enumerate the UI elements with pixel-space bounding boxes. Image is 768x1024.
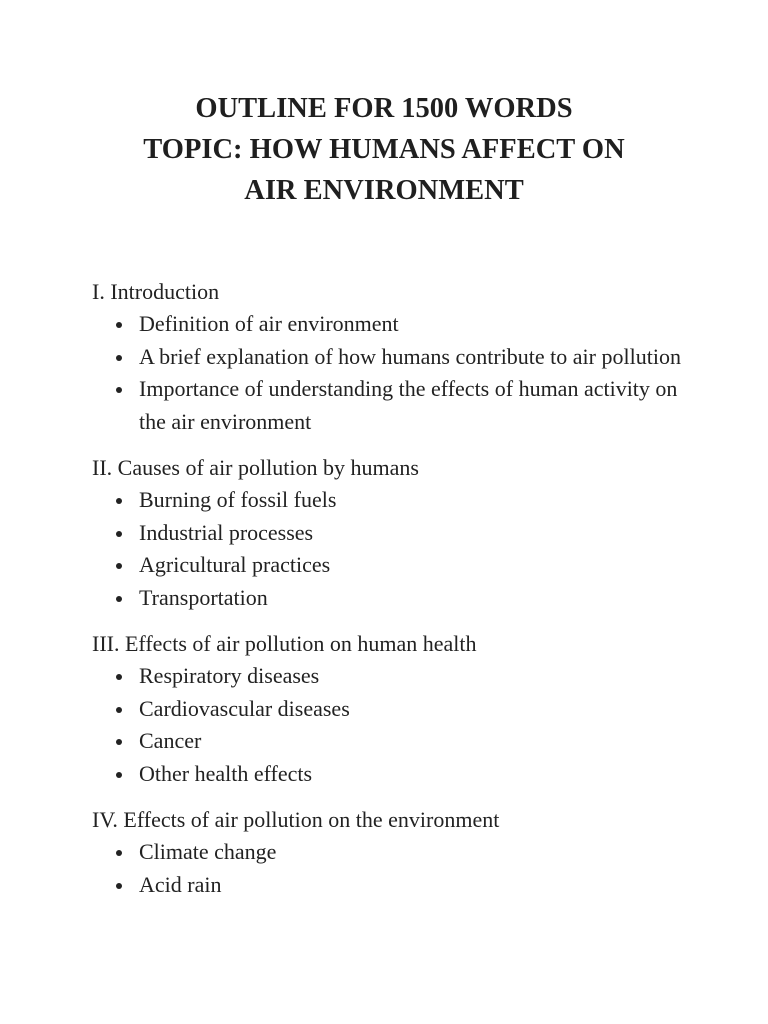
section-heading: IV. Effects of air pollution on the environment xyxy=(92,807,500,832)
list-item-text: Acid rain xyxy=(139,871,222,897)
bullet-list xyxy=(92,836,692,901)
list-item xyxy=(92,582,692,615)
list-item-text: Climate change xyxy=(139,839,277,864)
list-item xyxy=(92,373,692,438)
list-item xyxy=(92,725,692,758)
bullet-icon xyxy=(116,322,122,328)
list-item xyxy=(92,836,692,869)
list-item xyxy=(92,549,692,582)
bullet-icon xyxy=(116,498,122,504)
list-item-text: Industrial processes xyxy=(139,519,314,545)
list-item-text: Transportation xyxy=(139,584,268,610)
list-item-text: Cardiovascular diseases xyxy=(139,695,350,721)
bullet-list xyxy=(92,308,692,438)
list-item xyxy=(92,341,692,374)
section-health-effects xyxy=(92,628,692,790)
section-heading: III. Effects of air pollution on human health xyxy=(92,631,477,656)
list-item-text: Importance of understanding the effects of human activity on the air environment xyxy=(139,376,678,434)
section-causes xyxy=(92,452,692,614)
outline xyxy=(92,276,692,915)
bullet-list xyxy=(92,660,692,790)
bullet-icon xyxy=(116,739,122,745)
list-item-text: Other health effects xyxy=(139,760,313,786)
section-introduction xyxy=(92,276,692,438)
bullet-icon xyxy=(116,387,122,393)
bullet-icon xyxy=(116,850,122,856)
title-line: TOPIC: HOW HUMANS AFFECT ON xyxy=(143,134,625,165)
list-item xyxy=(92,484,692,517)
bullet-icon xyxy=(116,772,122,778)
list-item-text: Agricultural practices xyxy=(139,552,331,577)
list-item-text: Cancer xyxy=(139,728,202,753)
list-item xyxy=(92,758,692,791)
list-item-text: Burning of fossil fuels xyxy=(139,487,337,512)
list-item xyxy=(92,517,692,550)
title-line: OUTLINE FOR 1500 WORDS xyxy=(195,93,573,124)
list-item xyxy=(92,869,692,902)
list-item xyxy=(92,308,692,341)
title-line: AIR ENVIRONMENT xyxy=(244,175,524,206)
document-title xyxy=(0,88,768,211)
list-item-text: Definition of air environment xyxy=(139,311,399,336)
section-environment-effects xyxy=(92,804,692,901)
bullet-icon xyxy=(116,596,122,602)
bullet-icon xyxy=(116,883,122,889)
section-heading: I. Introduction xyxy=(92,279,220,304)
list-item-text: Respiratory diseases xyxy=(139,663,320,688)
list-item xyxy=(92,660,692,693)
bullet-icon xyxy=(116,531,122,537)
bullet-icon xyxy=(116,355,122,361)
bullet-icon xyxy=(116,674,122,680)
bullet-list xyxy=(92,484,692,614)
bullet-icon xyxy=(116,563,122,569)
list-item xyxy=(92,693,692,726)
list-item-text: A brief explanation of how humans contribute to air pollution xyxy=(139,343,681,369)
bullet-icon xyxy=(116,707,122,713)
section-heading: II. Causes of air pollution by humans xyxy=(92,455,419,480)
